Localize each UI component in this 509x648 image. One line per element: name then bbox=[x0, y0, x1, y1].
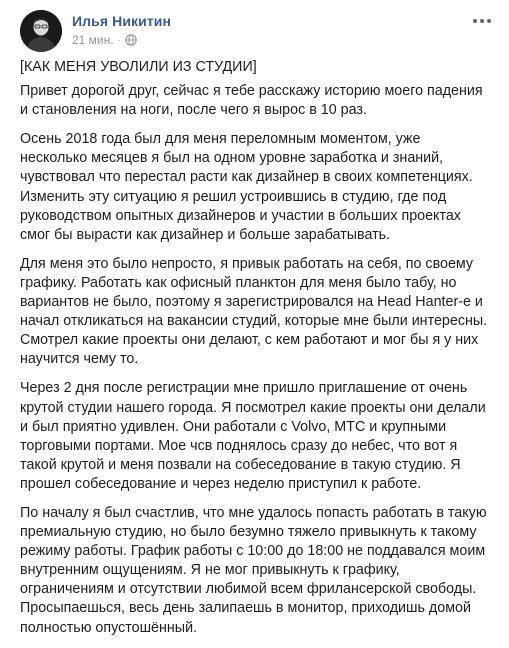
post-header bbox=[20, 10, 499, 52]
author-name-link[interactable]: Илья Никитин bbox=[72, 13, 172, 29]
more-dot bbox=[473, 19, 477, 23]
more-dot bbox=[487, 19, 491, 23]
post-timestamp[interactable]: 21 мин. bbox=[72, 33, 114, 47]
more-dot bbox=[480, 19, 484, 23]
post-paragraph: Для меня это было непросто, я привык работать на себя, по своему графику. Работать как офисный планктон для меня было табу, но вариантов не было, поэтому я зарегистрировался на Head Hanter-е и начал откликаться на вакансии студий, которые мне были интересны. Смотрел какие проекты они делают, с кем работают и мог бы я у них научится чему то. bbox=[20, 255, 488, 368]
meta-separator: · bbox=[117, 34, 121, 46]
post-paragraph: Привет дорогой друг, сейчас я тебе расскажу историю моего падения и становления на ноги, после чего я вырос в 10 раз. bbox=[20, 83, 483, 119]
post-meta bbox=[72, 33, 137, 47]
post-paragraph: Через 2 дня после регистрации мне пришло приглашение от очень крутой студии нашего города. Я посмотрел какие проекты они делали и был приятно удивлен. Они работали с Volvo, МТС и крупными торговыми портами. Мое чсв поднялось сразу до небес, что вот я такой крутой и меня позвали на собеседование в такую студию. Я прошел собеседование и через неделю приступил к работе. bbox=[20, 380, 486, 492]
post-paragraph: По началу я был счастлив, что мне удалось попасть работать в такую премиальную студию, но было безумно тяжело привыкнуть к такому режиму работы. График работы с 10:00 до 18:00 не поддавался моим внутренним ощущениям. Я не мог привыкнуть к графику, ограничениям и отсутствии любимой всем фрилансерской свободы. Просыпаешься, весь день залипаешь в монитор, приходишь домой полностью опустошённый. bbox=[20, 504, 487, 636]
globe-icon[interactable] bbox=[125, 34, 137, 46]
avatar[interactable] bbox=[20, 10, 62, 52]
post-body bbox=[20, 58, 490, 648]
post-title: [КАК МЕНЯ УВОЛИЛИ ИЗ СТУДИИ] bbox=[20, 59, 257, 75]
more-dots-icon[interactable] bbox=[471, 16, 493, 26]
post-paragraph: Осень 2018 года был для меня переломным моментом, уже несколько месяцев я был на одном уровне заработка и знаний, чувствовал что перестал расти как дизайнер в своих компетенциях. Изменить эту ситуацию я решил устроившись в студию, где под руководством опытных дизайнеров и участии в больших проектах смог бы вырасти как дизайнер и больше зарабатывать. bbox=[20, 131, 473, 243]
